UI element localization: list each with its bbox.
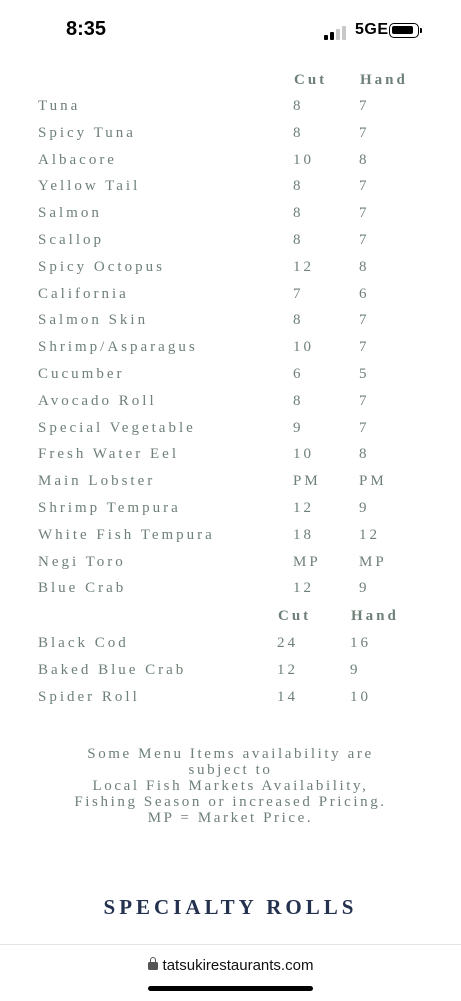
menu-row <box>0 259 461 283</box>
hand-price: 7 <box>359 205 370 222</box>
signal-bars-icon <box>324 24 348 40</box>
menu-row <box>0 366 461 390</box>
cut-price: 8 <box>293 205 304 222</box>
menu-row <box>0 339 461 363</box>
cut-price: 6 <box>293 366 304 382</box>
item-name: Baked Blue Crab <box>38 661 187 678</box>
item-name: Main Lobster <box>38 473 156 490</box>
hand-price: 7 <box>359 124 370 141</box>
menu-row <box>0 286 461 310</box>
hand-price: 5 <box>359 366 370 382</box>
item-name: Scallop <box>38 232 104 248</box>
cut-price: 10 <box>293 339 314 356</box>
status-bar <box>0 0 461 60</box>
hand-price: 9 <box>359 580 370 597</box>
item-name: Shrimp Tempura <box>38 500 181 516</box>
cut-price: 12 <box>293 580 314 597</box>
menu-row <box>0 689 461 713</box>
network-type: 5GE <box>355 21 389 38</box>
cut-price: 14 <box>277 688 298 705</box>
hand-price: 9 <box>350 661 361 678</box>
item-name: Yellow Tail <box>38 178 141 195</box>
item-name: Avocado Roll <box>38 392 157 409</box>
cut-price: PM <box>293 473 321 490</box>
cut-price: 9 <box>293 419 304 436</box>
hand-price: 6 <box>359 285 370 302</box>
item-name: White Fish Tempura <box>38 526 215 543</box>
menu-row <box>0 500 461 524</box>
menu-row <box>0 393 461 417</box>
cut-price: 8 <box>293 178 304 195</box>
column-header-hand: Hand <box>360 72 408 88</box>
battery-icon <box>389 23 419 38</box>
item-name: Black Cod <box>38 635 129 651</box>
specialty-rolls-heading: SPECIALTY ROLLS <box>103 895 358 919</box>
notice-line: MP = Market Price. <box>147 810 314 826</box>
hand-price: 7 <box>359 392 370 409</box>
hand-price: 10 <box>350 688 371 705</box>
hand-price: 16 <box>350 635 371 651</box>
cut-price: 12 <box>293 500 314 516</box>
notice-line: subject to <box>188 762 273 778</box>
menu-row <box>0 312 461 336</box>
hand-price: 7 <box>359 232 370 248</box>
item-name: Negi Toro <box>38 553 126 570</box>
hand-price: 12 <box>359 526 380 543</box>
item-name: Salmon <box>38 205 102 222</box>
cut-price: 8 <box>293 392 304 409</box>
url-text: tatsukirestaurants.com <box>162 957 314 974</box>
item-name: Blue Crab <box>38 580 127 597</box>
menu-row <box>0 662 461 686</box>
hand-price: 7 <box>359 98 370 114</box>
url-display[interactable] <box>0 957 461 974</box>
cut-price: 7 <box>293 285 304 302</box>
menu-row <box>0 473 461 497</box>
hand-price: 7 <box>359 339 370 356</box>
cut-price: 12 <box>277 661 298 678</box>
cut-price: 12 <box>293 258 314 275</box>
browser-url-bar[interactable] <box>0 944 461 1001</box>
lock-icon <box>148 962 158 970</box>
column-header-cut-2: Cut <box>278 608 312 624</box>
cut-price: 24 <box>277 635 298 651</box>
hand-price: 7 <box>359 419 370 436</box>
item-name: Special Vegetable <box>38 419 196 436</box>
hand-price: MP <box>359 553 387 570</box>
cut-price: 8 <box>293 232 304 248</box>
menu-row <box>0 420 461 444</box>
menu-row <box>0 205 461 229</box>
status-time: 8:35 <box>66 18 107 40</box>
cut-price: 8 <box>293 98 304 114</box>
notice-line: Some Menu Items availability are <box>87 746 374 762</box>
item-name: Salmon Skin <box>38 312 149 329</box>
item-name: Tuna <box>38 98 81 114</box>
menu-row <box>0 635 461 659</box>
menu-row <box>0 580 461 604</box>
item-name: Shrimp/Asparagus <box>38 339 198 356</box>
cut-price: 18 <box>293 526 314 543</box>
cut-price: 8 <box>293 124 304 141</box>
item-name: Spicy Tuna <box>38 124 136 141</box>
item-name: Spicy Octopus <box>38 258 165 275</box>
menu-row <box>0 98 461 122</box>
menu-row <box>0 554 461 578</box>
menu-row <box>0 125 461 149</box>
hand-price: 7 <box>359 312 370 329</box>
cut-price: MP <box>293 553 321 570</box>
hand-price: 7 <box>359 178 370 195</box>
menu-row <box>0 152 461 176</box>
column-header-cut: Cut <box>294 72 328 88</box>
cut-price: 10 <box>293 151 314 168</box>
hand-price: PM <box>359 473 387 490</box>
availability-notice <box>0 746 461 826</box>
hand-price: 8 <box>359 258 370 275</box>
hand-price: 8 <box>359 446 370 463</box>
hand-price: 8 <box>359 151 370 168</box>
item-name: Fresh Water Eel <box>38 446 179 463</box>
home-indicator[interactable] <box>148 986 313 991</box>
menu-row <box>0 232 461 256</box>
cut-price: 8 <box>293 312 304 329</box>
menu-row <box>0 446 461 470</box>
item-name: Spider Roll <box>38 688 140 705</box>
item-name: Albacore <box>38 151 117 168</box>
item-name: Cucumber <box>38 366 125 382</box>
hand-price: 9 <box>359 500 370 516</box>
menu-row <box>0 527 461 551</box>
menu-row <box>0 178 461 202</box>
notice-line: Fishing Season or increased Pricing. <box>74 794 387 810</box>
notice-line: Local Fish Markets Availability, <box>92 778 369 794</box>
column-header-hand-2: Hand <box>351 608 399 624</box>
item-name: California <box>38 285 129 302</box>
cut-price: 10 <box>293 446 314 463</box>
